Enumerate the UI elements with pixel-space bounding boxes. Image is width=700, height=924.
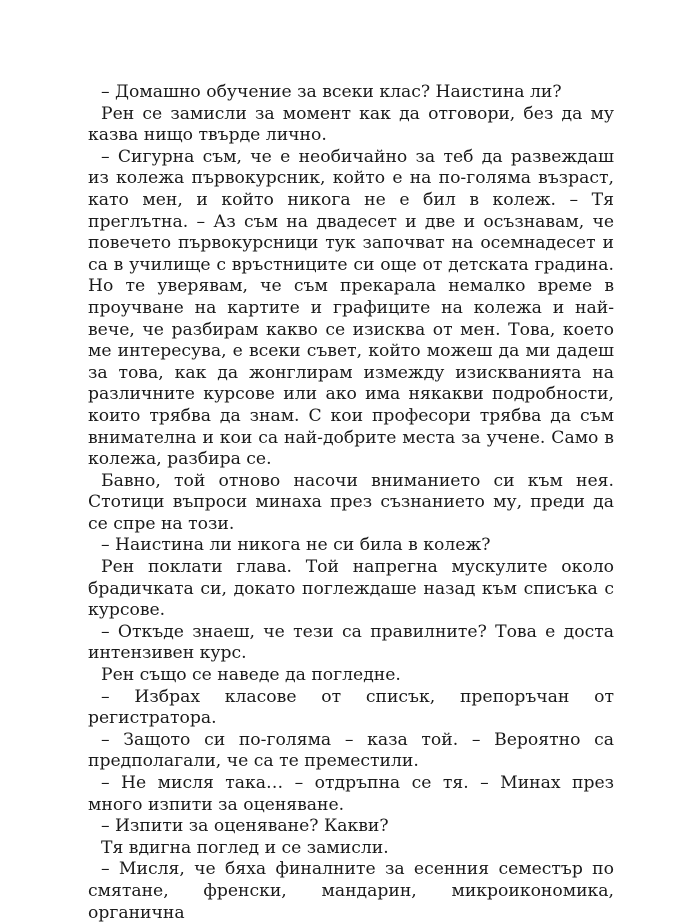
book-page-text [88, 82, 614, 924]
paragraph: – Защото си по-голяма – каза той. – Вероятно са предполагали, че са те преместили. [88, 729, 614, 772]
paragraph: Рен поклати глава. Той напрегна мускулите около брадичката си, докато поглеждаше назад към списъка с курсове. [88, 557, 614, 621]
paragraph: – Избрах класове от списък, препоръчан от регистратора. [88, 686, 614, 729]
paragraph: Бавно, той отново насочи вниманието си към нея. Стотици въпроси минаха през съзнанието му, преди да се спре на този. [88, 470, 614, 534]
paragraph: – Сигурна съм, че е необичайно за теб да развеждаш из колежа първокурсник, който е на по-голяма възраст, като мен, и който никога не е бил в колеж. – Тя преглътна. – Аз съм на двадесет и две и осъзнавам, че повечето първокурсници тук започват на осемнадесет и са в училище с връстниците си още от детската градина. Но те уверявам, че съм прекарала немалко време в проучване на картите и графиците на колежа и най-вече, че разбирам какво се изисква от мен. Това, което ме интересува, е всеки съвет, който можеш да ми дадеш за това, как да жонглирам измежду изискванията на различните курсове или ако има някакви подробности, които трябва да знам. С кои професори трябва да съм внимателна и кои са най-добрите места за учене. Само в колежа, разбира се. [88, 146, 614, 470]
paragraph: – Мисля, че бяха финалните за есенния семестър по смятане, френски, мандарин, микроикономика, органична [88, 859, 614, 923]
paragraph: – Откъде знаеш, че тези са правилните? Това е доста интензивен курс. [88, 621, 614, 664]
paragraph: – Изпити за оценяване? Какви? [101, 816, 389, 837]
paragraph: Тя вдигна поглед и се замисли. [101, 837, 389, 858]
paragraph: – Домашно обучение за всеки клас? Наистина ли? [101, 82, 562, 102]
paragraph: Рен също се наведе да погледне. [101, 665, 401, 686]
paragraph: – Наистина ли никога не си била в колеж? [101, 535, 491, 556]
paragraph: – Не мисля така… – отдръпна се тя. – Минах през много изпити за оценяване. [88, 773, 614, 815]
paragraph: Рен се замисли за момент как да отговори, без да му казва нищо твърде лично. [88, 103, 614, 146]
